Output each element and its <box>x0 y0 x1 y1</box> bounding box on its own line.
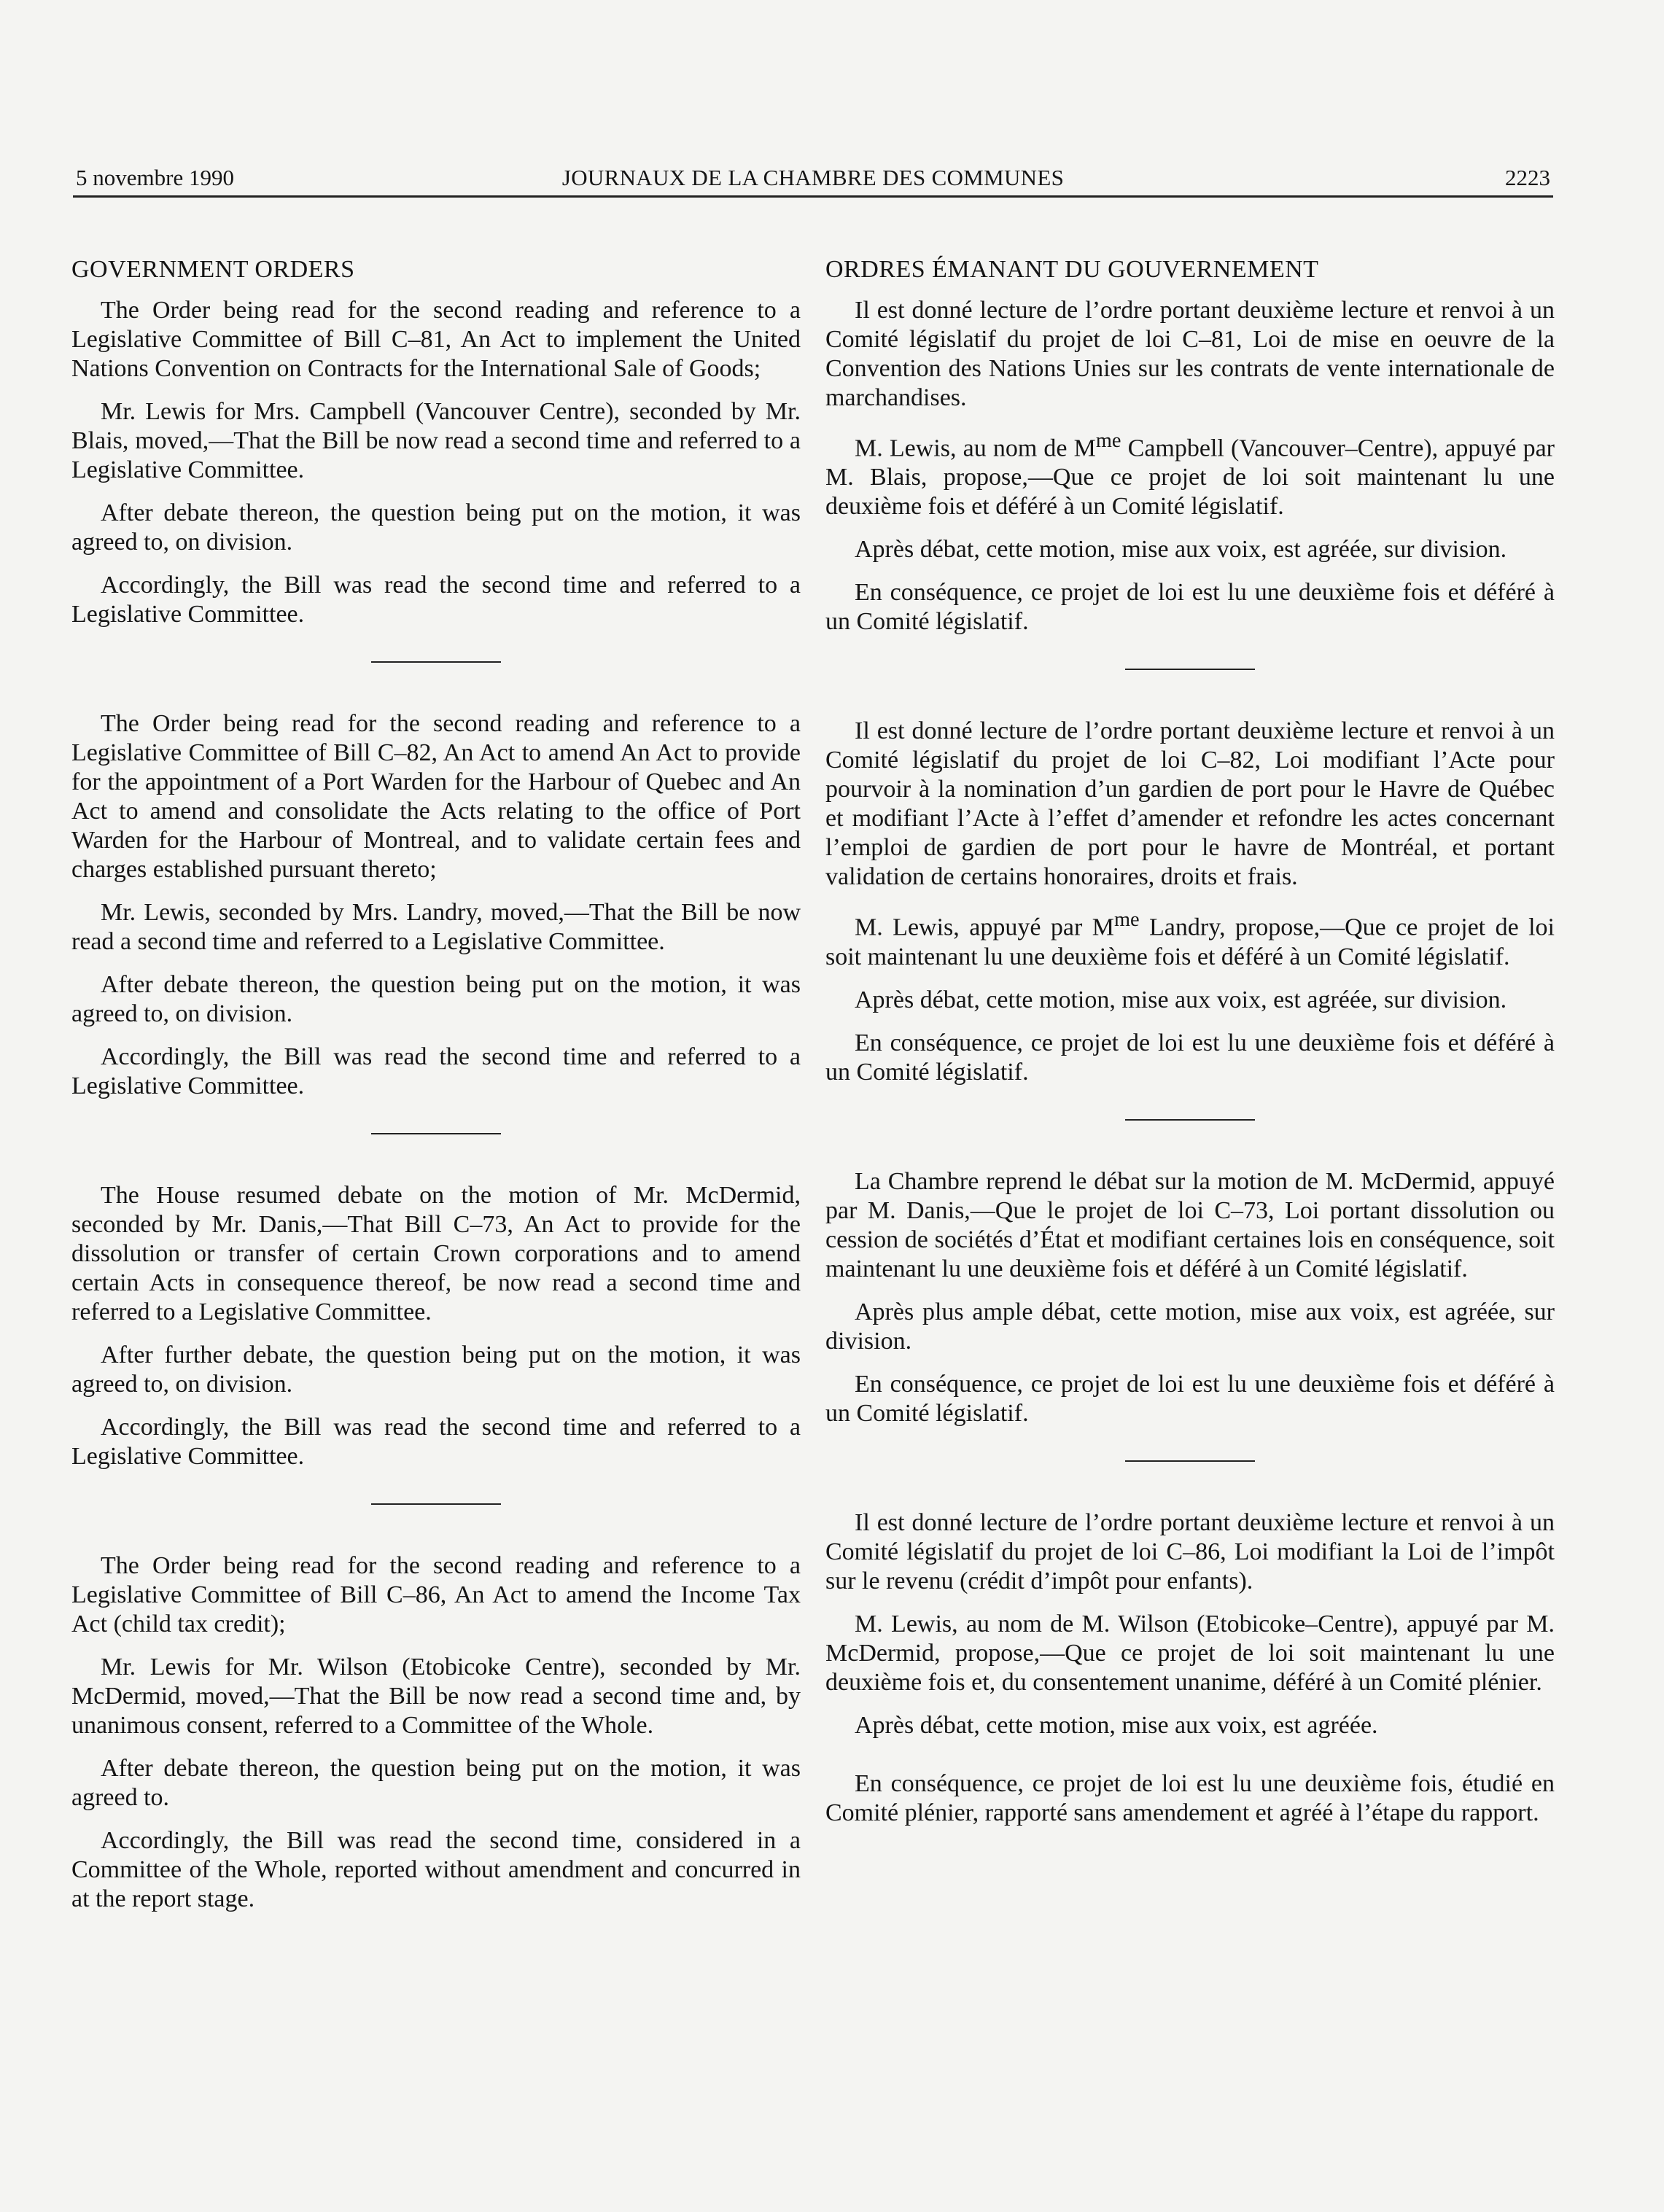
page-number: 2223 <box>1505 165 1550 190</box>
paragraph: The Order being read for the second reading and reference to a Legislative Committee of Bill C–81, An Act to implement the United Nations Convention on Contracts for the International Sale of Goods; <box>71 297 801 382</box>
paragraph: Accordingly, the Bill was read the second time, considered in a Committee of the Whole, reported without amendment and concurred in at the report stage. <box>71 1827 801 1912</box>
paragraph: Après débat, cette motion, mise aux voix, est agréée, sur division. <box>855 536 1507 564</box>
french-section-bill-c81 <box>825 296 1555 636</box>
paragraph: After debate thereon, the question being put on the motion, it was agreed to, on division. <box>71 971 801 1027</box>
text-run: Landry, propose,—Que ce projet de loi soit maintenant lu une deuxième fois et déféré à un Comité législatif. <box>825 914 1555 970</box>
paragraph: The Order being read for the second reading and reference to a Legislative Committee of Bill C–82, An Act to amend An Act to provide for the appointment of a Port Warden for the Harbour of Quebec and An Act to amend and consolidate the Acts relating to the office of Port Warden for the Harbour of Montreal, and to validate certain fees and charges established pursuant thereto; <box>71 710 801 883</box>
section-divider <box>1125 1119 1255 1121</box>
paragraph: Accordingly, the Bill was read the second time and referred to a Legislative Committee. <box>71 1043 801 1099</box>
paragraph: M. Lewis, au nom de M. Wilson (Etobicoke–Centre), appuyé par M. McDermid, propose,—Que ce projet de loi soit maintenant lu une deuxième fois et, du consentement unanime, déféré à un Comité plénier. <box>825 1610 1555 1696</box>
paragraph: Mr. Lewis, seconded by Mrs. Landry, moved,—That the Bill be now read a second time and referred to a Legislative Committee. <box>71 899 801 955</box>
paragraph: En conséquence, ce projet de loi est lu une deuxième fois et déféré à un Comité législatif. <box>825 579 1555 636</box>
running-header <box>73 162 1553 198</box>
text-run: M. Lewis, au nom de M <box>855 435 1096 462</box>
english-section-bill-c86 <box>71 1551 801 1914</box>
english-heading: GOVERNMENT ORDERS <box>71 256 355 283</box>
paragraph: After further debate, the question being put on the motion, it was agreed to, on division. <box>71 1341 801 1398</box>
paragraph <box>825 427 1555 521</box>
french-section-bill-c86 <box>825 1508 1555 1828</box>
english-column <box>71 255 801 1928</box>
text-run: Campbell (Vancouver–Centre), appuyé par M. Blais, propose,—Que ce projet de loi soit maintenant lu une deuxième fois et déféré à un Comité législatif. <box>825 435 1555 521</box>
paragraph: Mr. Lewis for Mr. Wilson (Etobicoke Centre), seconded by Mr. McDermid, moved,—That the Bill be now read a second time and, by unanimous consent, referred to a Committee of the Whole. <box>71 1654 801 1739</box>
french-section-bill-c73 <box>825 1167 1555 1428</box>
section-divider <box>1125 669 1255 670</box>
english-section-bill-c81 <box>71 296 801 629</box>
text-run: M. Lewis, appuyé par M <box>855 914 1114 941</box>
paragraph: En conséquence, ce projet de loi est lu une deuxième fois et déféré à un Comité législatif. <box>825 1029 1555 1086</box>
superscript: me <box>1113 908 1140 932</box>
paragraph: After debate thereon, the question being put on the motion, it was agreed to, on division. <box>71 499 801 556</box>
paragraph: En conséquence, ce projet de loi est lu une deuxième fois, étudié en Comité plénier, rapporté sans amendement et agréé à l’étape du rapport. <box>825 1769 1555 1826</box>
french-heading: ORDRES ÉMANANT DU GOUVERNEMENT <box>825 256 1319 283</box>
paragraph: After debate thereon, the question being put on the motion, it was agreed to. <box>71 1755 801 1811</box>
english-section-bill-c73 <box>71 1181 801 1471</box>
paragraph: Mr. Lewis for Mrs. Campbell (Vancouver Centre), seconded by Mr. Blais, moved,—That the Bill be now read a second time and referred to a Legislative Committee. <box>71 398 801 483</box>
superscript: me <box>1095 429 1121 452</box>
paragraph: En conséquence, ce projet de loi est lu une deuxième fois et déféré à un Comité législatif. <box>825 1370 1555 1427</box>
paragraph: Après plus ample débat, cette motion, mise aux voix, est agréée, sur division. <box>825 1298 1555 1355</box>
header-date: 5 novembre 1990 <box>76 165 234 190</box>
paragraph: Après débat, cette motion, mise aux voix, est agréée. <box>855 1711 1378 1739</box>
paragraph: Il est donné lecture de l’ordre portant deuxième lecture et renvoi à un Comité législatif du projet de loi C–82, Loi modifiant l’Acte pour pourvoir à la nomination d’un gardien de port pour le Havre de Québec et modifiant l’Acte à l’effet d’amender et refondre les actes concernant l’emploi de gardien de port pour le havre de Montréal, et portant validation de certains honoraires, droits et frais. <box>825 717 1555 891</box>
section-divider <box>371 661 501 663</box>
paragraph: La Chambre reprend le débat sur la motion de M. McDermid, appuyé par M. Danis,—Que le projet de loi C–73, Loi portant dissolution ou cession de sociétés d’État et modifiant certaines lois en conséquence, soit maintenant lu une deuxième fois et déféré à un Comité législatif. <box>825 1167 1555 1282</box>
french-column <box>825 255 1555 1842</box>
paragraph: Accordingly, the Bill was read the second time and referred to a Legislative Committee. <box>71 572 801 628</box>
section-divider <box>1125 1460 1255 1462</box>
header-title: JOURNAUX DE LA CHAMBRE DES COMMUNES <box>561 165 1065 190</box>
paragraph: The House resumed debate on the motion of Mr. McDermid, seconded by Mr. Danis,—That Bill C–73, An Act to provide for the dissolution or transfer of certain Crown corporations and to amend certain Acts in consequence thereof, be now read a second time and referred to a Legislative Committee. <box>71 1182 801 1325</box>
french-section-bill-c82 <box>825 717 1555 1086</box>
paragraph <box>825 906 1555 971</box>
paragraph: The Order being read for the second reading and reference to a Legislative Committee of Bill C–86, An Act to amend the Income Tax Act (child tax credit); <box>71 1552 801 1637</box>
paragraph: Il est donné lecture de l’ordre portant deuxième lecture et renvoi à un Comité législatif du projet de loi C–86, Loi modifiant la Loi de l’impôt sur le revenu (crédit d’impôt pour enfants). <box>825 1508 1555 1594</box>
english-section-bill-c82 <box>71 709 801 1101</box>
paragraph: Il est donné lecture de l’ordre portant deuxième lecture et renvoi à un Comité législatif du projet de loi C–81, Loi de mise en oeuvre de la Convention des Nations Unies sur les contrats de vente internationale de marchandises. <box>825 297 1555 411</box>
section-divider <box>371 1503 501 1505</box>
paragraph: Après débat, cette motion, mise aux voix, est agréée, sur division. <box>855 986 1507 1013</box>
paragraph: Accordingly, the Bill was read the second time and referred to a Legislative Committee. <box>71 1414 801 1470</box>
spacer <box>825 1754 1555 1769</box>
section-divider <box>371 1133 501 1134</box>
